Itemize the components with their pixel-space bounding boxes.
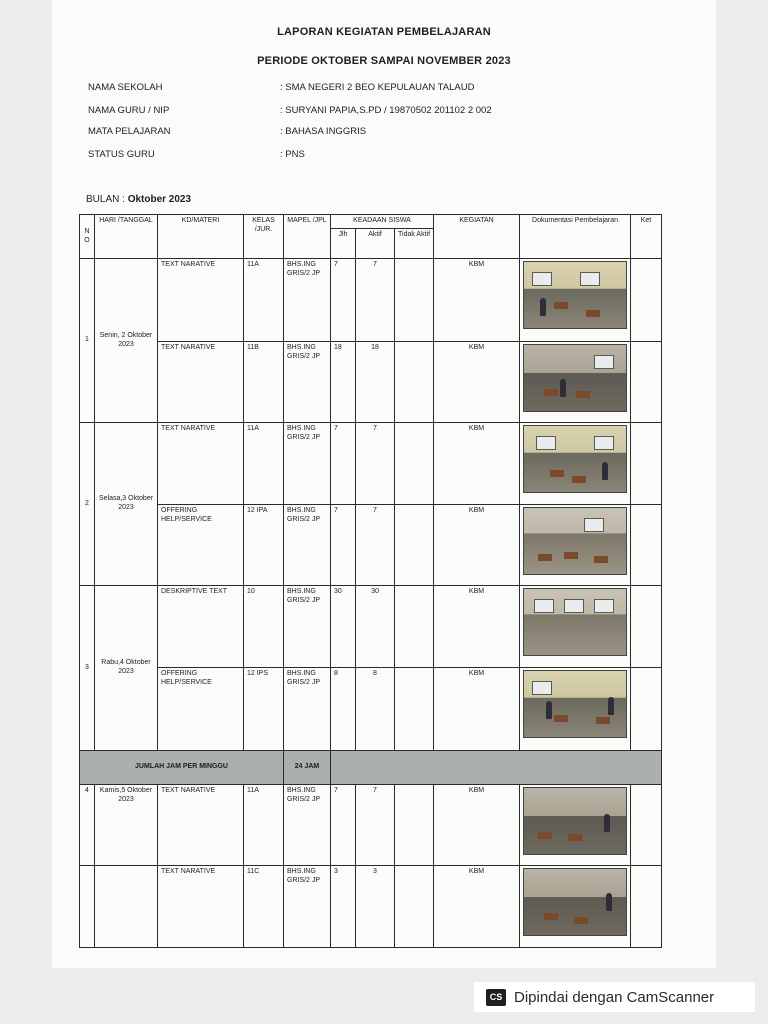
person-shape <box>540 298 546 316</box>
window-shape <box>584 518 604 532</box>
header-no: N O <box>80 215 95 259</box>
row-kegiatan: KBM <box>434 866 520 948</box>
window-shape <box>532 272 552 286</box>
row-mapel: BHS.ING GRIS/2 JP <box>284 785 331 866</box>
row-day: Senin, 2 Oktober 2023 <box>95 259 158 423</box>
row-jlh: 7 <box>331 259 356 342</box>
row-jlh: 18 <box>331 342 356 423</box>
summary-label: JUMLAH JAM PER MINGGU <box>80 751 284 785</box>
window-shape <box>534 599 554 613</box>
person-shape <box>604 814 610 832</box>
header-tidak-aktif: Tidak Aktif <box>395 229 434 259</box>
classroom-photo <box>523 507 627 575</box>
table-row <box>80 505 662 586</box>
row-mapel: BHS.ING GRIS/2 JP <box>284 505 331 586</box>
row-ket <box>631 342 662 423</box>
row-aktif: 7 <box>356 423 395 505</box>
info-label: STATUS GURU <box>88 149 155 160</box>
classroom-photo <box>523 868 627 936</box>
row-kd: OFFERING HELP/SERVICE <box>158 668 244 751</box>
row-kelas: 11B <box>244 342 284 423</box>
row-mapel: BHS.ING GRIS/2 JP <box>284 423 331 505</box>
report-title: LAPORAN KEGIATAN PEMBELAJARAN <box>277 26 491 38</box>
table-row <box>80 259 662 342</box>
header-kelas: KELAS /JUR. <box>244 215 284 259</box>
row-kd: TEXT NARATIVE <box>158 785 244 866</box>
row-kegiatan: KBM <box>434 785 520 866</box>
desk-shape <box>594 556 608 563</box>
row-kegiatan: KBM <box>434 259 520 342</box>
row-aktif: 18 <box>356 342 395 423</box>
row-aktif: 8 <box>356 668 395 751</box>
activity-table <box>79 214 662 948</box>
row-kd: TEXT NARATIVE <box>158 342 244 423</box>
info-label: MATA PELAJARAN <box>88 126 171 137</box>
info-value: : PNS <box>280 149 305 160</box>
row-photo-cell <box>520 342 631 423</box>
row-photo-cell <box>520 259 631 342</box>
row-day <box>95 866 158 948</box>
row-ket <box>631 866 662 948</box>
row-aktif: 3 <box>356 866 395 948</box>
row-jlh: 7 <box>331 505 356 586</box>
row-number: 2 <box>80 423 95 586</box>
watermark-text: Dipindai dengan CamScanner <box>514 988 715 1006</box>
desk-shape <box>576 391 590 398</box>
classroom-photo <box>523 261 627 329</box>
row-kelas: 11A <box>244 423 284 505</box>
row-kelas: 11A <box>244 785 284 866</box>
row-photo-cell <box>520 505 631 586</box>
row-ket <box>631 505 662 586</box>
row-kelas: 10 <box>244 586 284 668</box>
desk-shape <box>538 832 552 839</box>
row-ket <box>631 785 662 866</box>
desk-shape <box>544 913 558 920</box>
desk-shape <box>572 476 586 483</box>
row-tidak-aktif <box>395 785 434 866</box>
info-label: NAMA GURU / NIP <box>88 105 170 116</box>
row-ket <box>631 668 662 751</box>
document-page <box>52 0 716 968</box>
desk-shape <box>544 389 558 396</box>
header-hari: HARI /TANGGAL <box>95 215 158 259</box>
row-mapel: BHS.ING GRIS/2 JP <box>284 668 331 751</box>
month-line <box>86 194 191 205</box>
row-kegiatan: KBM <box>434 505 520 586</box>
person-shape <box>602 462 608 480</box>
row-mapel: BHS.ING GRIS/2 JP <box>284 342 331 423</box>
person-shape <box>606 893 612 911</box>
row-kelas: 12 IPS <box>244 668 284 751</box>
window-shape <box>594 436 614 450</box>
classroom-photo <box>523 670 627 738</box>
table-row <box>80 342 662 423</box>
person-shape <box>608 697 614 715</box>
info-value: : SURYANI PAPIA,S.PD / 19870502 201102 2 002 <box>280 105 492 116</box>
row-jlh: 3 <box>331 866 356 948</box>
desk-shape <box>568 834 582 841</box>
classroom-photo <box>523 787 627 855</box>
report-period: PERIODE OKTOBER SAMPAI NOVEMBER 2023 <box>257 55 511 67</box>
header-ket: Ket <box>631 215 662 259</box>
row-kegiatan: KBM <box>434 668 520 751</box>
summary-value: 24 JAM <box>284 751 331 785</box>
info-value: : SMA NEGERI 2 BEO KEPULAUAN TALAUD <box>280 82 475 93</box>
row-kegiatan: KBM <box>434 423 520 505</box>
row-tidak-aktif <box>395 342 434 423</box>
desk-shape <box>550 470 564 477</box>
info-value: : BAHASA INGGRIS <box>280 126 367 137</box>
desk-shape <box>596 717 610 724</box>
row-jlh: 7 <box>331 785 356 866</box>
row-jlh: 8 <box>331 668 356 751</box>
header-aktif: Aktif <box>356 229 395 259</box>
row-jlh: 7 <box>331 423 356 505</box>
row-photo-cell <box>520 423 631 505</box>
table-row <box>80 785 662 866</box>
classroom-photo <box>523 425 627 493</box>
header-keadaan: KEADAAN SISWA <box>331 215 434 229</box>
row-number: 4 <box>80 785 95 866</box>
row-kd: DESKRIPTIVE TEXT <box>158 586 244 668</box>
row-photo-cell <box>520 668 631 751</box>
info-label: NAMA SEKOLAH <box>88 82 163 93</box>
month-value: Oktober 2023 <box>127 194 192 205</box>
window-shape <box>580 272 600 286</box>
row-tidak-aktif <box>395 586 434 668</box>
header-dokumentasi: Dokumentasi Pembelajaran <box>520 215 631 259</box>
desk-shape <box>538 554 552 561</box>
row-ket <box>631 259 662 342</box>
header-jlh: Jlh <box>331 229 356 259</box>
camscanner-watermark <box>474 982 755 1012</box>
row-number <box>80 866 95 948</box>
row-kd: TEXT NARATIVE <box>158 866 244 948</box>
person-shape <box>560 379 566 397</box>
classroom-photo <box>523 344 627 412</box>
table-row <box>80 586 662 668</box>
window-shape <box>594 599 614 613</box>
desk-shape <box>574 917 588 924</box>
row-day: Kamis,5 Oktober 2023 <box>95 785 158 866</box>
row-tidak-aktif <box>395 259 434 342</box>
table-row <box>80 866 662 948</box>
month-label: BULAN : <box>86 194 125 205</box>
row-ket <box>631 423 662 505</box>
desk-shape <box>564 552 578 559</box>
row-jlh: 30 <box>331 586 356 668</box>
row-kelas: 12 IPA <box>244 505 284 586</box>
table-row <box>80 423 662 505</box>
table-row <box>80 668 662 751</box>
row-tidak-aktif <box>395 668 434 751</box>
header-mapel: MAPEL /JPL <box>284 215 331 259</box>
window-shape <box>536 436 556 450</box>
row-aktif: 7 <box>356 505 395 586</box>
row-mapel: BHS.ING GRIS/2 JP <box>284 866 331 948</box>
desk-shape <box>554 302 568 309</box>
row-photo-cell <box>520 586 631 668</box>
row-kegiatan: KBM <box>434 586 520 668</box>
row-kd: OFFERING HELP/SERVICE <box>158 505 244 586</box>
window-shape <box>594 355 614 369</box>
row-kd: TEXT NARATIVE <box>158 259 244 342</box>
desk-shape <box>586 310 600 317</box>
row-aktif: 7 <box>356 259 395 342</box>
row-mapel: BHS.ING GRIS/2 JP <box>284 259 331 342</box>
row-number: 3 <box>80 586 95 751</box>
window-shape <box>564 599 584 613</box>
window-shape <box>532 681 552 695</box>
row-ket <box>631 586 662 668</box>
row-aktif: 30 <box>356 586 395 668</box>
row-kd: TEXT NARATIVE <box>158 423 244 505</box>
row-tidak-aktif <box>395 423 434 505</box>
classroom-photo <box>523 588 627 656</box>
row-photo-cell <box>520 866 631 948</box>
summary-row <box>80 751 662 785</box>
row-kelas: 11C <box>244 866 284 948</box>
row-number: 1 <box>80 259 95 423</box>
row-day: Rabu,4 Oktober 2023 <box>95 586 158 751</box>
row-aktif: 7 <box>356 785 395 866</box>
header-kd: KD/MATERI <box>158 215 244 259</box>
summary-blank <box>331 751 662 785</box>
row-tidak-aktif <box>395 866 434 948</box>
row-kelas: 11A <box>244 259 284 342</box>
header-kegiatan: KEGIATAN <box>434 215 520 259</box>
row-tidak-aktif <box>395 505 434 586</box>
row-kegiatan: KBM <box>434 342 520 423</box>
person-shape <box>546 701 552 719</box>
row-day: Selasa,3 Oktober 2023 <box>95 423 158 586</box>
row-photo-cell <box>520 785 631 866</box>
desk-shape <box>554 715 568 722</box>
row-mapel: BHS.ING GRIS/2 JP <box>284 586 331 668</box>
camscanner-logo-icon: CS <box>486 989 506 1006</box>
